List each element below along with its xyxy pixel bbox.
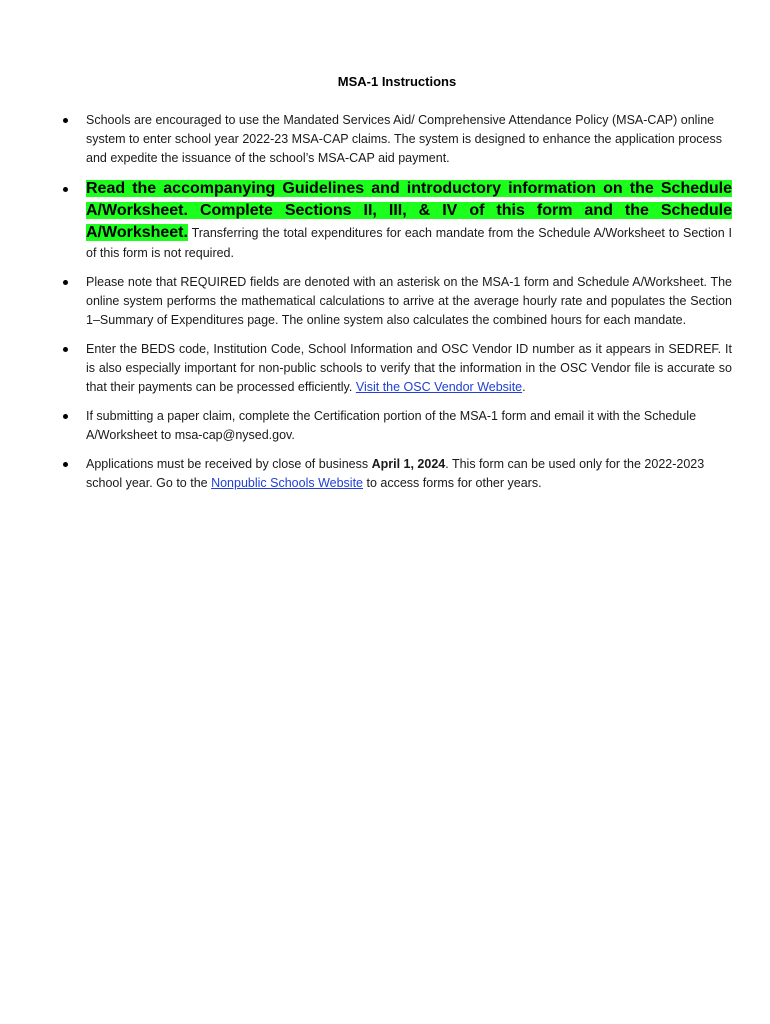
- list-item: [60, 407, 732, 445]
- page-title: MSA-1 Instructions: [337, 74, 457, 89]
- instruction-list: [60, 111, 732, 503]
- deadline-date: April 1, 2024: [371, 457, 446, 471]
- list-item-text: If submitting a paper claim, complete the Certification portion of the MSA-1 form and email it with the Schedule A/Worksheet to msa-cap@nysed.gov.: [86, 409, 697, 442]
- list-item-text: Schools are encouraged to use the Mandated Services Aid/ Comprehensive Attendance Policy (MSA-CAP) online system to enter school year 2022-23 MSA-CAP claims. The system is designed to enhance the application process and expedite the issuance of the school’s MSA-CAP aid payment.: [86, 113, 722, 165]
- list-item-text-mid: . This form can be used only for the 2022-2023 school year. Go to the: [86, 457, 705, 490]
- bullet-icon: [63, 118, 68, 123]
- bullet-icon: [63, 347, 68, 352]
- list-item-text: Enter the BEDS code, Institution Code, School Information and OSC Vendor ID number as it appears in SEDREF. It is also especially important for non-public schools to verify that the information in the OSC Vendor file is accurate so that their payments can be processed efficiently.: [86, 342, 732, 394]
- bullet-icon: [63, 462, 68, 467]
- osc-vendor-website-link[interactable]: Visit the OSC Vendor Website: [355, 380, 523, 394]
- list-item: [60, 273, 732, 330]
- list-item-text-end: .: [522, 380, 526, 394]
- bullet-icon: [63, 414, 68, 419]
- highlighted-instruction: Read the accompanying Guidelines and introductory information on the Schedule A/Worksheet. Complete Sections II, III, & IV of this form and the Schedule A/Worksheet.: [86, 180, 732, 241]
- list-item: [60, 340, 732, 397]
- bullet-icon: [63, 280, 68, 285]
- list-item: [60, 178, 732, 263]
- list-item-text: Transferring the total expenditures for each mandate from the Schedule A/Worksheet to Section I of this form is not required.: [86, 226, 732, 260]
- list-item-text: Please note that REQUIRED fields are denoted with an asterisk on the MSA-1 form and Schedule A/Worksheet. The online system performs the mathematical calculations to arrive at the average hourly rate and populates the Section 1–Summary of Expenditures page. The online system also calculates the combined hours for each mandate.: [86, 275, 732, 327]
- list-item: [60, 455, 732, 493]
- list-item-text: Applications must be received by close of business: [86, 457, 372, 471]
- list-item: [60, 111, 732, 168]
- list-item-text-end: to access forms for other years.: [363, 476, 542, 490]
- nonpublic-schools-website-link[interactable]: Nonpublic Schools Website: [211, 476, 364, 490]
- bullet-icon: [63, 187, 68, 192]
